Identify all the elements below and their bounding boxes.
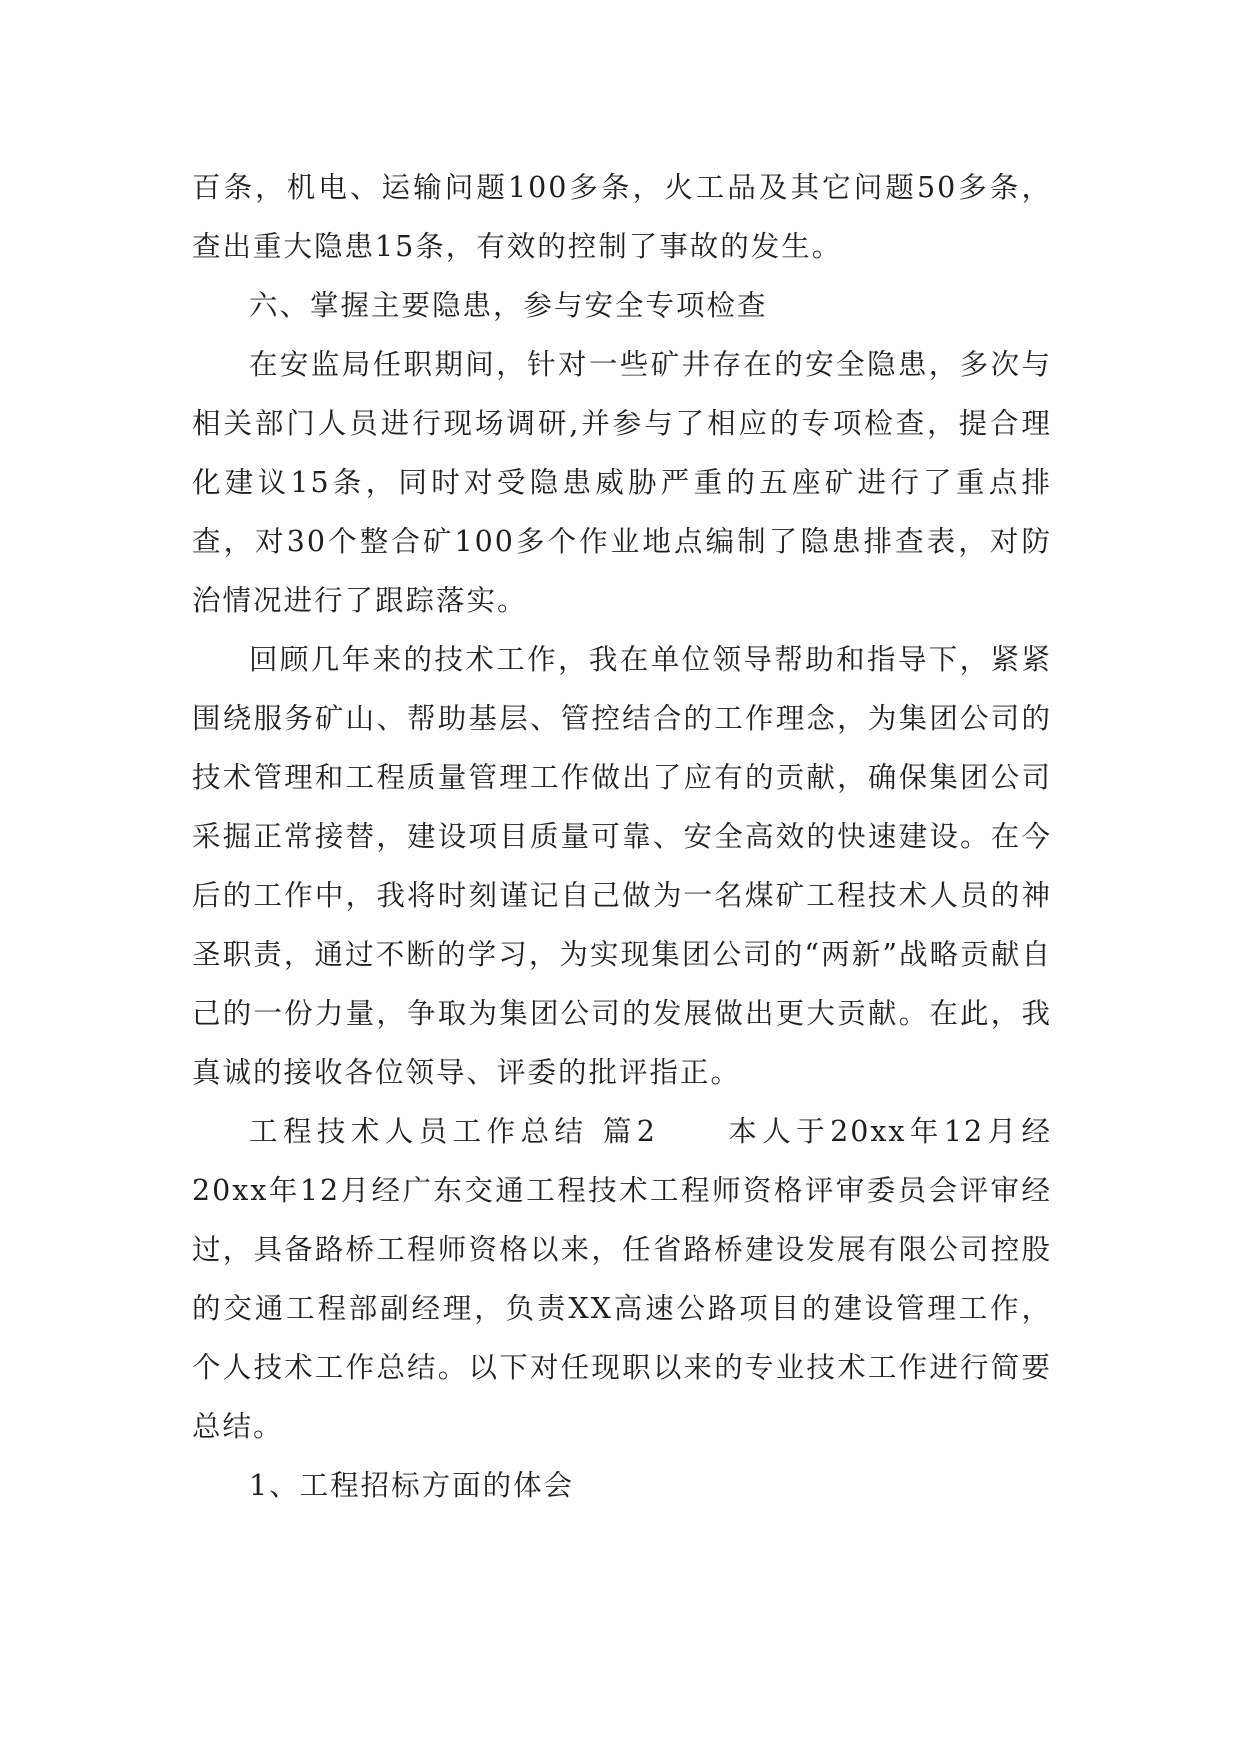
- section-heading-six: 六、掌握主要隐患，参与安全专项检查: [249, 289, 768, 322]
- paragraph-review-summary: 回顾几年来的技术工作，我在单位领导帮助和指导下，紧紧围绕服务矿山、帮助基层、管控结合的工作理念，为集团公司的技术管理和工程质量管理工作做出了应有的贡献，确保集团公司采掘正常接替，建设项目质量可靠、安全高效的快速建设。在今后的工作中，我将时刻谨记自己做为一名煤矿工程技术人员的神圣职责，通过不断的学习，为实现集团公司的“两新”战略贡献自己的一份力量，争取为集团公司的发展做出更大贡献。在此，我真诚的接收各位领导、评委的批评指正。: [192, 643, 1052, 1089]
- paragraph-safety-inspection: 在安监局任职期间，针对一些矿井存在的安全隐患，多次与相关部门人员进行现场调研,并参与了相应的专项检查，提合理化建议15条，同时对受隐患威胁严重的五座矿进行了重点排查，对30个整合矿100多个作业地点编制了隐患排查表，对防治情况进行了跟踪落实。: [192, 348, 1052, 617]
- document-body: [192, 158, 1052, 1515]
- paragraph-article-two-intro: 工程技术人员工作总结 篇2 本人于20xx年12月经20xx年12月经广东交通工程技术工程师资格评审委员会评审经过，具备路桥工程师资格以来，任省路桥建设发展有限公司控股的交通工程部副经理，负责XX高速公路项目的建设管理工作，个人技术工作总结。以下对任现职以来的专业技术工作进行简要总结。: [192, 1115, 1052, 1443]
- paragraph-continuation: 百条，机电、运输问题100多条，火工品及其它问题50多条，查出重大隐患15条，有效的控制了事故的发生。: [192, 171, 1052, 263]
- section-heading-bidding: 1、工程招标方面的体会: [249, 1469, 575, 1502]
